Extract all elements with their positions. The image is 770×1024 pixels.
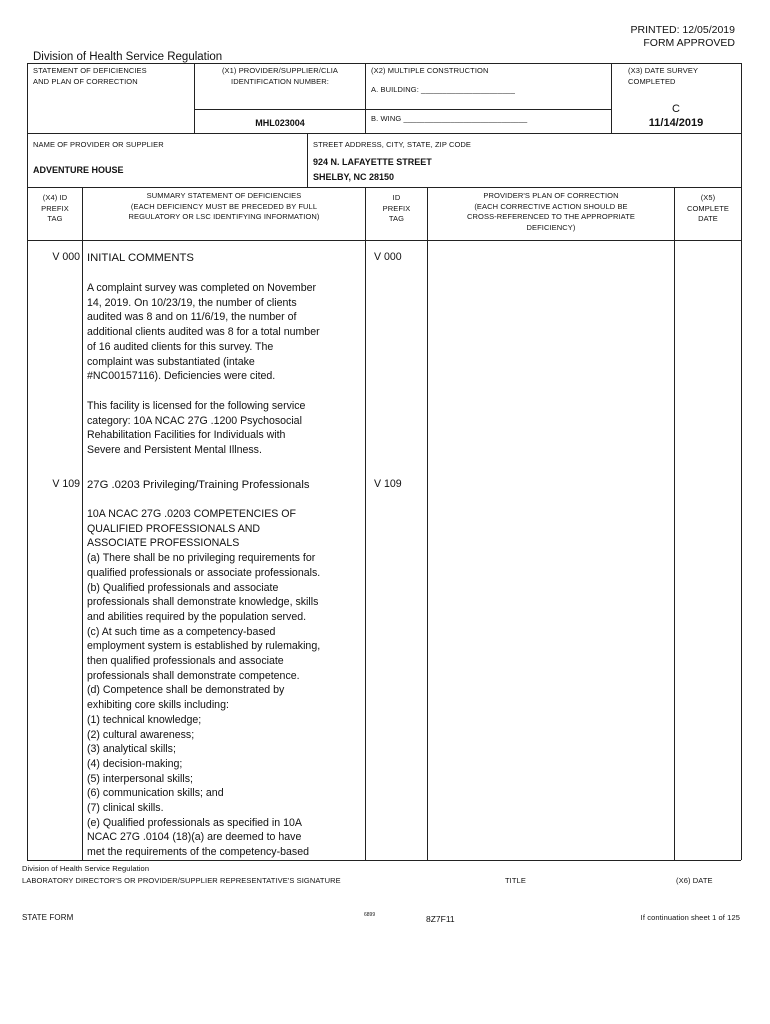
address-label: STREET ADDRESS, CITY, STATE, ZIP CODE — [313, 140, 472, 149]
grid-line — [27, 63, 28, 860]
x2-label: (X2) MULTIPLE CONSTRUCTION — [371, 66, 489, 75]
entry-paragraph: A complaint survey was completed on November 14, 2019. On 10/23/19, the number of clients audited was 8 and on 11/6/19, the number of additional clients audited was 8 for a total number of 16 audited clients for this survey. The complaint was substantiated (intake #NC00157116). Deficiencies were cited. — [87, 282, 320, 383]
grid-line — [82, 187, 83, 860]
entry-heading: 27G .0203 Privileging/Training Professionals — [87, 479, 310, 491]
date-label: (X6) DATE — [676, 876, 713, 885]
statement-label: STATEMENT OF DEFICIENCIES AND PLAN OF CORRECTION — [33, 66, 147, 86]
provider-name: ADVENTURE HOUSE — [33, 165, 124, 175]
grid-line — [365, 63, 366, 133]
entry-heading: INITIAL COMMENTS — [87, 252, 194, 264]
grid-line — [365, 187, 366, 860]
continuation-sheet: If continuation sheet 1 of 125 — [640, 913, 740, 922]
grid-line — [194, 63, 195, 133]
x3-date: 11/14/2019 — [648, 117, 704, 129]
grid-line — [307, 133, 308, 187]
col-plan-header: PROVIDER'S PLAN OF CORRECTION (EACH CORRECTIVE ACTION SHOULD BE CROSS-REFERENCED TO THE APPROPRIATE DEFICIENCY) — [467, 191, 635, 232]
col-id-header: ID PREFIX TAG — [382, 193, 411, 223]
event-id: 8Z7F11 — [426, 914, 455, 924]
entry-paragraph: This facility is licensed for the following service category: 10A NCAC 27G .1200 Psychosocial Rehabilitation Facilities for Individuals with Severe and Persistent Mental Illness. — [87, 400, 306, 457]
grid-line — [27, 240, 741, 241]
provider-name-label: NAME OF PROVIDER OR SUPPLIER — [33, 140, 164, 149]
entry-paragraph: 10A NCAC 27G .0203 COMPETENCIES OF QUALIFIED PROFESSIONALS AND ASSOCIATE PROFESSIONALS (a) There shall be no privileging requirements for qualified professionals or associate professionals. (b) Qualified professionals and associate professionals shall demonstrate knowledge, skills and abilities required by the population served. (c) At such time as a competency-based employment system is established by rulemaking, then qualified professionals and associate professionals shall demonstrate competence. (d) Competence shall be demonstrated by exhibiting core skills including: (1) technical knowledge; (2) cultural awareness; (3) analytical skills; (4) decision-making; (5) interpersonal skills; (6) communication skills; and (7) clinical skills. (e) Qualified professionals as specified in 10A NCAC 27G .0104 (18)(a) are deemed to have met the requirements of the competency-based — [87, 508, 321, 859]
printed-date: PRINTED: 12/05/2019 — [630, 24, 735, 36]
state-form-label: STATE FORM — [22, 913, 74, 922]
signature-label: LABORATORY DIRECTOR'S OR PROVIDER/SUPPLIER REPRESENTATIVE'S SIGNATURE — [22, 876, 341, 885]
x1-label: (X1) PROVIDER/SUPPLIER/CLIA IDENTIFICATION NUMBER: — [221, 66, 339, 86]
tag-left: V 109 — [52, 478, 80, 490]
x3-label: (X3) DATE SURVEY COMPLETED — [628, 66, 699, 86]
address-line2: SHELBY, NC 28150 — [313, 172, 395, 182]
grid-line — [27, 860, 741, 861]
x2-wing: B. WING _____________________________ — [371, 114, 528, 123]
title-label: TITLE — [505, 876, 526, 885]
grid-line — [27, 187, 741, 188]
form-approved: FORM APPROVED — [643, 37, 735, 49]
col-x5-header: (X5) COMPLETE DATE — [686, 193, 730, 223]
x2-building: A. BUILDING: ______________________ — [371, 85, 516, 94]
grid-line — [27, 63, 741, 64]
tag-left: V 000 — [52, 251, 80, 263]
grid-line — [27, 133, 741, 134]
grid-line — [194, 109, 611, 110]
x1-value: MHL023004 — [255, 118, 305, 128]
col-summary-header: SUMMARY STATEMENT OF DEFICIENCIES (EACH DEFICIENCY MUST BE PRECEDED BY FULL REGULATORY OR LSC IDENTIFYING INFORMATION) — [128, 191, 320, 221]
address-line1: 924 N. LAFAYETTE STREET — [313, 157, 432, 167]
x3-code: C — [672, 103, 680, 115]
division-title: Division of Health Service Regulation — [33, 51, 223, 63]
grid-line — [741, 63, 742, 860]
tag-right: V 000 — [374, 251, 402, 263]
tag-right: V 109 — [374, 478, 402, 490]
form-number: 6899 — [364, 912, 376, 918]
footer-division: Division of Health Service Regulation — [22, 864, 150, 873]
grid-line — [427, 187, 428, 860]
grid-line — [674, 187, 675, 860]
col-x4-header: (X4) ID PREFIX TAG — [41, 193, 69, 223]
